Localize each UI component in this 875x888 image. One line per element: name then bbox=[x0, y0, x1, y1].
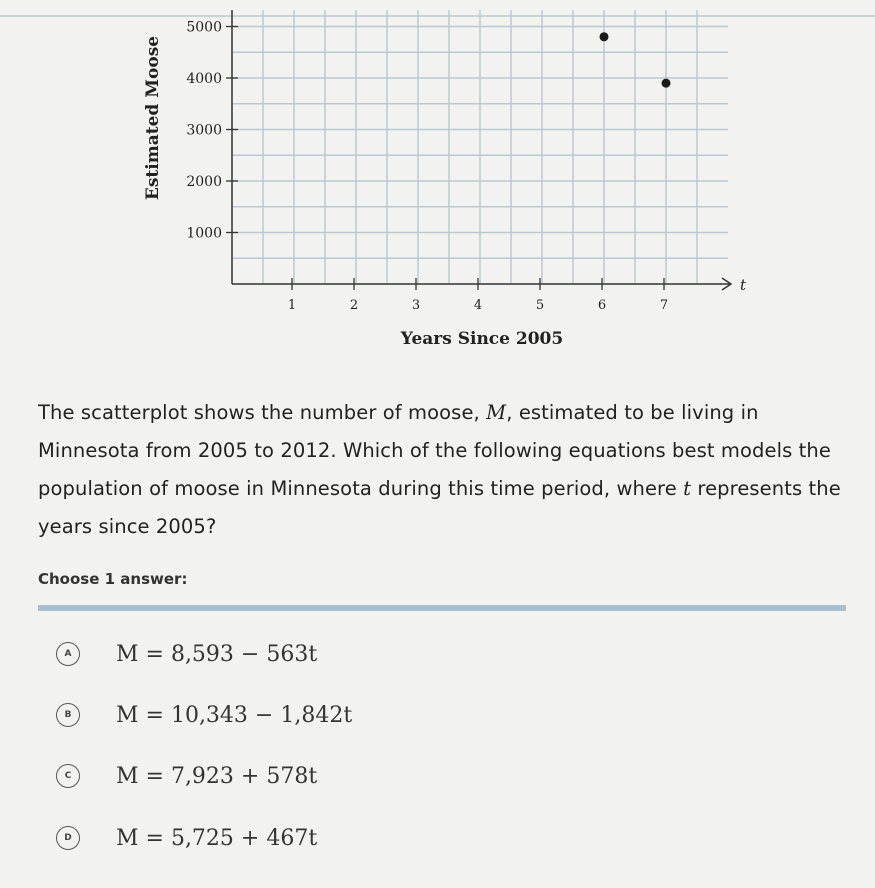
question-part-2: , estimated to be living in Minnesota from 2005 to 2012. Which of the following equations best models the population of moose in Minnesota during this time period, where bbox=[38, 401, 831, 500]
y-tick-label: 4000 bbox=[186, 71, 222, 87]
choice-b[interactable] bbox=[56, 697, 352, 733]
x-tick-label: 1 bbox=[287, 298, 297, 313]
choice-c-radio[interactable]: C bbox=[56, 764, 80, 788]
choice-d[interactable] bbox=[56, 820, 317, 856]
y-tick-label: 3000 bbox=[186, 122, 222, 139]
choice-b-radio[interactable]: B bbox=[56, 703, 80, 727]
separator bbox=[38, 605, 846, 611]
choice-a-equation: M = 8,593 − 563t bbox=[116, 641, 318, 667]
x-tick-label: 4 bbox=[473, 298, 483, 313]
x-axis-variable: t bbox=[740, 276, 747, 294]
data-point bbox=[600, 32, 609, 41]
data-point bbox=[662, 79, 671, 88]
x-axis-label: Years Since 2005 bbox=[400, 329, 564, 349]
choice-b-equation: M = 10,343 − 1,842t bbox=[116, 702, 353, 728]
x-tick-label: 5 bbox=[535, 298, 545, 313]
x-tick-label: 3 bbox=[411, 298, 421, 313]
choice-c-equation: M = 7,923 + 578t bbox=[116, 763, 318, 789]
choice-c[interactable] bbox=[56, 758, 317, 794]
variable-m: M bbox=[486, 401, 507, 424]
choose-label: Choose 1 answer: bbox=[38, 570, 188, 588]
question-part-1: The scatterplot shows the number of moose, bbox=[38, 401, 487, 424]
x-tick-label: 2 bbox=[349, 298, 359, 313]
choice-a[interactable] bbox=[56, 636, 317, 672]
scatter-chart bbox=[0, 0, 875, 360]
x-tick-label: 7 bbox=[659, 298, 669, 313]
y-tick-label: 1000 bbox=[186, 225, 222, 242]
question-text bbox=[38, 394, 858, 546]
y-tick-label: 5000 bbox=[186, 19, 222, 36]
choice-a-radio[interactable]: A bbox=[56, 642, 80, 666]
x-tick-label: 6 bbox=[597, 298, 607, 313]
y-tick-label: 2000 bbox=[186, 174, 222, 190]
y-axis-label: Estimated Moose bbox=[143, 35, 163, 201]
variable-t: t bbox=[683, 477, 692, 500]
choice-d-radio[interactable]: D bbox=[56, 826, 80, 850]
question-part-3: represents the years since 2005? bbox=[38, 477, 841, 538]
choice-d-equation: M = 5,725 + 467t bbox=[116, 825, 318, 851]
